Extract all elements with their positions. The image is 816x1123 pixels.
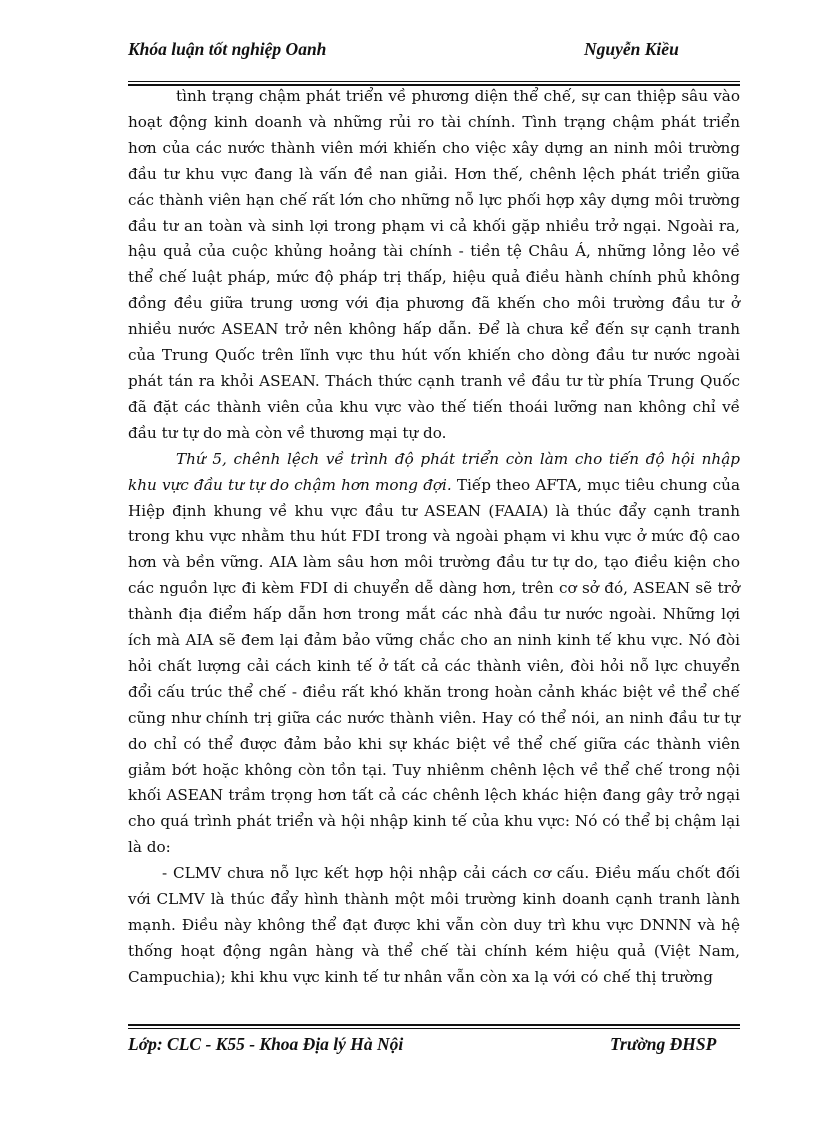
footer-class-info: Lớp: CLC - K55 - Khoa Địa lý Hà Nội — [128, 1034, 404, 1054]
footer-rule — [128, 1024, 740, 1029]
header-author-name: Nguyễn Kiều — [584, 39, 679, 59]
paragraph-2-italic-lead: Thứ 5, chênh lệch về trình độ phát triển còn làm cho tiến độ hội nhập khu vực đầu tư tự do chậm hơn mong đợi. — [128, 449, 740, 494]
paragraph-2-text: Tiếp theo AFTA, mục tiêu chung của Hiệp định khung về khu vực đầu tư ASEAN (FAAIA) là thúc đẩy cạnh tranh trong khu vực nhằm thu hút FDI trong và ngoài phạm vi khu vực ở mức độ cao hơn và bền vững. AIA làm sâu hơn môi trường đầu tư tự do, tạo điều kiện cho các nguồn lực đi kèm FDI di chuyển dễ dàng hơn, trên cơ sở đó, ASEAN sẽ trở thành địa điểm hấp dẫn hơn trong mắt các nhà đầu tư nước ngoài. Những lợi ích mà AIA sẽ đem lại đảm bảo vững chắc cho an ninh kinh tế khu vực. Nó đòi hỏi chất lượng cải cách kinh tế ở tất cả các thành viên, đòi hỏi nỗ lực chuyển đổi cấu trúc thể chế - điều rất khó khăn trong hoàn cảnh khác biệt về thể chế cũng như chính trị giữa các nước thành viên. Hay có thể nói, an ninh đầu tư tự do chỉ có thể được đảm bảo khi sự khác biệt về thể chế giữa các thành viên giảm bớt hoặc không còn tồn tại. Tuy nhiênm chênh lệch về thể chế trong nội khối ASEAN trầm trọng hơn tất cả các chênh lệch khác hiện đang gây trở ngại cho quá trình phát triển và hội nhập kinh tế của khu vực: Nó có thể bị chậm lại là do: — [128, 475, 741, 857]
footer-school-name: Trường ĐHSP — [610, 1034, 717, 1054]
paragraph-1: tình trạng chậm phát triển về phương diện thể chế, sự can thiệp sâu vào hoạt động kinh doanh và những rủi ro tài chính. Tình trạng chậm phát triển hơn của các nước thành viên mới khiến cho việc xây dựng an ninh môi trường đầu tư khu vực đang là vấn đề nan giải. Hơn thế, chênh lệch phát triển giữa các thành viên hạn chế rất lớn cho những nỗ lực phối hợp xây dựng môi trường đầu tư an toàn và sinh lợi trong phạm vi cả khối gặp nhiều trở ngại. Ngoài ra, hậu quả của cuộc khủng hoảng tài chính - tiền tệ Châu Á, những lỏng lẻo về thể chế luật pháp, mức độ pháp trị thấp, hiệu quả điều hành chính phủ không đồng đều giữa trung ương với địa phương đã khến cho môi trường đầu tư ở nhiều nước ASEAN trở nên không hấp dẫn. Để là chưa kể đến sự cạnh tranh của Trung Quốc trên lĩnh vực thu hút vốn khiến cho dòng đầu tư nước ngoài phát tán ra khỏi ASEAN. Thách thức cạnh tranh về đầu tư từ phía Trung Quốc đã đặt các thành viên của khu vực vào thế tiến thoái lưỡng nan không chỉ về đầu tư tự do mà còn về thương mại tự do. — [128, 87, 740, 442]
paragraph-2 — [128, 447, 740, 862]
page-body — [128, 84, 740, 991]
paragraph-3-bullet: - CLMV chưa nỗ lực kết hợp hội nhập cải cách cơ cấu. Điều mấu chốt đối với CLMV là thúc đẩy hình thành một môi trường kinh doanh cạnh tranh lành mạnh. Điều này không thể đạt được khi vẫn còn duy trì khu vực DNNN và hệ thống hoạt động ngân hàng và thể chế tài chính kém hiệu quả (Việt Nam, Campuchia); khi khu vực kinh tế tư nhân vẫn còn xa lạ với có chế thị trường — [128, 864, 740, 986]
header-thesis-title: Khóa luận tốt nghiệp Oanh — [128, 39, 327, 59]
